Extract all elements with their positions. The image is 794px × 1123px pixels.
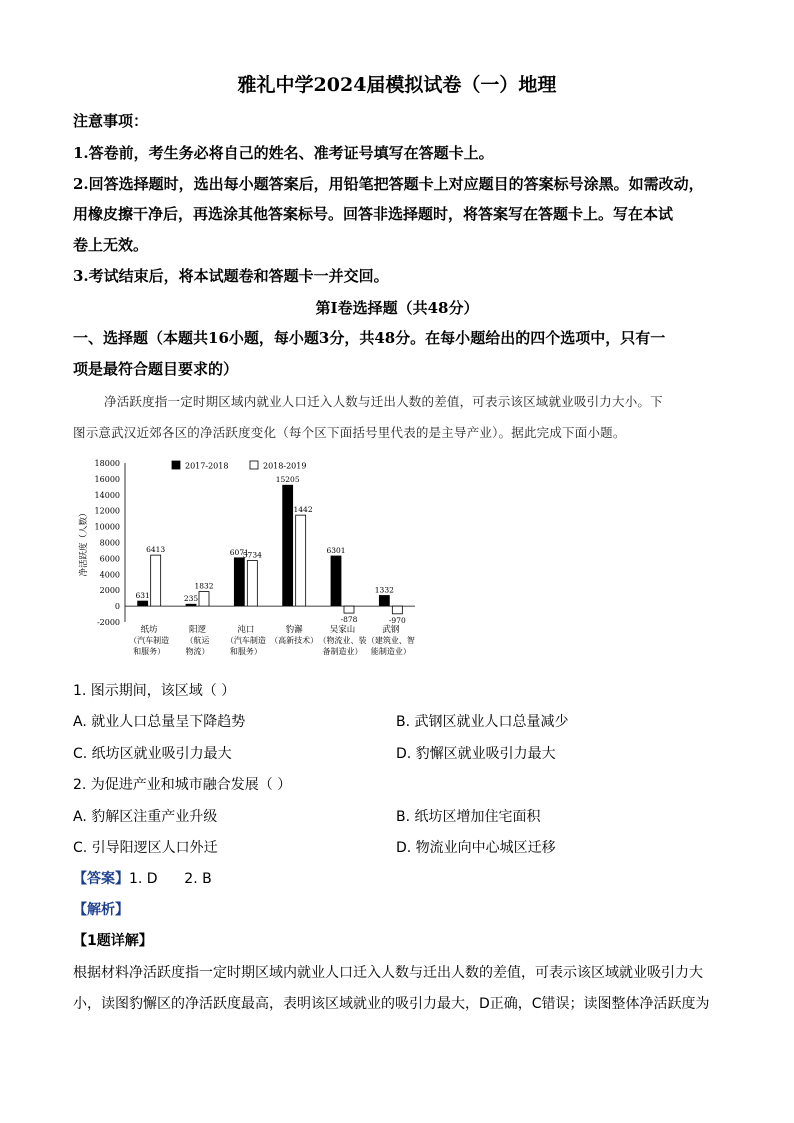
category-industry-label: 能制造业） (370, 647, 411, 656)
bar-data-label: 5734 (242, 550, 262, 560)
y-tick-label: 18000 (94, 459, 120, 468)
category-label: 豹澥 (285, 625, 303, 635)
section-title: 第Ⅰ卷选择题（共48分） (315, 299, 479, 317)
bar (392, 606, 402, 614)
bar (344, 606, 354, 613)
y-tick-label: 8000 (99, 538, 120, 548)
category-label: 阳逻 (188, 625, 207, 635)
category-label: 沌口 (237, 625, 255, 635)
category-industry-label: （物流业、装 (318, 636, 367, 645)
bar (283, 485, 293, 606)
category-label: 吴家山 (329, 625, 356, 635)
question-1-stem: 1. 图示期间，该区域（ ） (73, 683, 236, 699)
question-1-option-b[interactable]: B. 武钢区就业人口总量减少 (396, 714, 569, 730)
category-industry-label: 和服务） (229, 647, 262, 656)
bar (331, 556, 341, 606)
notice-item-2-line-3: 卷上无效。 (73, 236, 149, 254)
part-one-instructions-line-1: 一、选择题（本题共16小题，每小题3分，共48分。在每小题给出的四个选项中，只有一 (73, 329, 666, 347)
notice-item-1: 1.答卷前，考生务必将自己的姓名、准考证号填写在答题卡上。 (73, 144, 494, 162)
legend-label: 2017-2018 (185, 461, 229, 471)
category-industry-label: （高新技术） (270, 636, 319, 645)
category-industry-label: （汽车制造 (225, 636, 266, 645)
legend-label: 2018-2019 (263, 461, 307, 471)
y-axis-title: 净活跃度（人数） (79, 508, 89, 577)
question-2-option-b[interactable]: B. 纸坊区增加住宅面积 (396, 809, 541, 825)
question-2-stem: 2. 为促进产业和城市融合发展（ ） (73, 777, 292, 793)
bar (138, 601, 148, 606)
bar (151, 555, 161, 606)
question-1-option-c[interactable]: C. 纸坊区就业吸引力最大 (73, 746, 232, 762)
question-2-option-c[interactable]: C. 引导阳逻区人口外迁 (73, 840, 218, 856)
y-tick-label: 4000 (99, 570, 120, 580)
page-title: 雅礼中学2024届模拟试卷（一）地理 (237, 74, 557, 96)
bar (247, 561, 257, 607)
question-2-option-d[interactable]: D. 物流业向中心城区迁移 (396, 840, 556, 856)
bar-data-label: -970 (388, 615, 406, 625)
category-industry-label: （汽车制造 (129, 636, 170, 645)
y-tick-label: 6000 (99, 554, 120, 564)
notice-heading: 注意事项： (73, 112, 149, 130)
y-tick-label: 0 (114, 602, 120, 612)
category-industry-label: 物流） (185, 647, 210, 656)
answer-text: 1. D 2. B (129, 871, 212, 887)
question-1-option-a[interactable]: A. 就业人口总量呈下降趋势 (73, 714, 246, 730)
bar-data-label: 11442 (288, 505, 313, 515)
category-industry-label: 备制造业） (322, 647, 363, 656)
material-intro-line-1: 净活跃度指一定时期区域内就业人口迁入人数与迁出人数的差值，可表示该区域就业吸引力大小。下 (104, 394, 663, 409)
legend-swatch (250, 461, 258, 469)
bar (199, 592, 209, 607)
category-industry-label: （航运 (185, 636, 210, 645)
detail-line-1: 根据材料净活跃度指一定时期区域内就业人口迁入人数与迁出人数的差值，可表示该区域就业吸引力大 (73, 965, 703, 981)
question-2-option-a[interactable]: A. 豹解区注重产业升级 (73, 809, 218, 825)
answer-tag: 【答案】 (73, 871, 129, 887)
answer-line (73, 868, 212, 888)
analysis-tag: 【解析】 (73, 902, 129, 918)
y-tick-label: -2000 (96, 618, 120, 627)
y-tick-label: 16000 (94, 474, 120, 484)
notice-item-2-line-1: 2.回答选择题时，选出每小题答案后，用铅笔把答题卡上对应题目的答案标号涂黑。如需改动， (73, 175, 704, 193)
bar-data-label: 1332 (374, 585, 394, 595)
part-one-instructions-line-2: 项是最符合题目要求的） (73, 360, 239, 378)
bar-data-label: 235 (183, 594, 199, 604)
y-tick-label: 14000 (94, 490, 120, 500)
y-tick-label: 2000 (99, 586, 120, 596)
question-1-option-d[interactable]: D. 豹懈区就业吸引力最大 (396, 746, 556, 762)
detail-line-2: 小，读图豹懈区的净活跃度最高，表明该区域就业的吸引力最大，D正确，C错误；读图整体净活跃度为 (73, 996, 710, 1012)
bar-data-label: 1832 (194, 581, 214, 591)
bar-data-label: 6071 (229, 547, 249, 557)
bar-data-label: 631 (135, 591, 150, 601)
category-industry-label: （建筑业、智 (366, 636, 415, 645)
detail-tag: 【1题详解】 (73, 933, 153, 949)
bar (186, 604, 196, 606)
net-activity-bar-chart (70, 454, 440, 668)
bar (379, 596, 389, 607)
category-label: 武钢 (382, 625, 400, 635)
bar (234, 558, 244, 606)
bar-data-label: -878 (340, 615, 358, 625)
y-tick-label: 12000 (94, 506, 120, 516)
category-label: 纸坊 (140, 625, 158, 635)
legend-swatch (172, 461, 180, 469)
bar (296, 515, 306, 606)
y-tick-label: 10000 (94, 522, 120, 532)
notice-item-2-line-2: 用橡皮擦干净后，再选涂其他答案标号。回答非选择题时，将答案写在答题卡上。写在本试 (73, 205, 674, 223)
bar-data-label: 15205 (275, 475, 300, 485)
notice-item-3: 3.考试结束后，将本试题卷和答题卡一并交回。 (73, 267, 389, 285)
bar-data-label: 6301 (326, 546, 346, 556)
bar-data-label: 6413 (146, 545, 166, 555)
material-intro-line-2: 图示意武汉近郊各区的净活跃度变化（每个区下面括号里代表的是主导产业）。据此完成下面小题。 (73, 425, 626, 440)
category-industry-label: 和服务） (133, 647, 166, 656)
